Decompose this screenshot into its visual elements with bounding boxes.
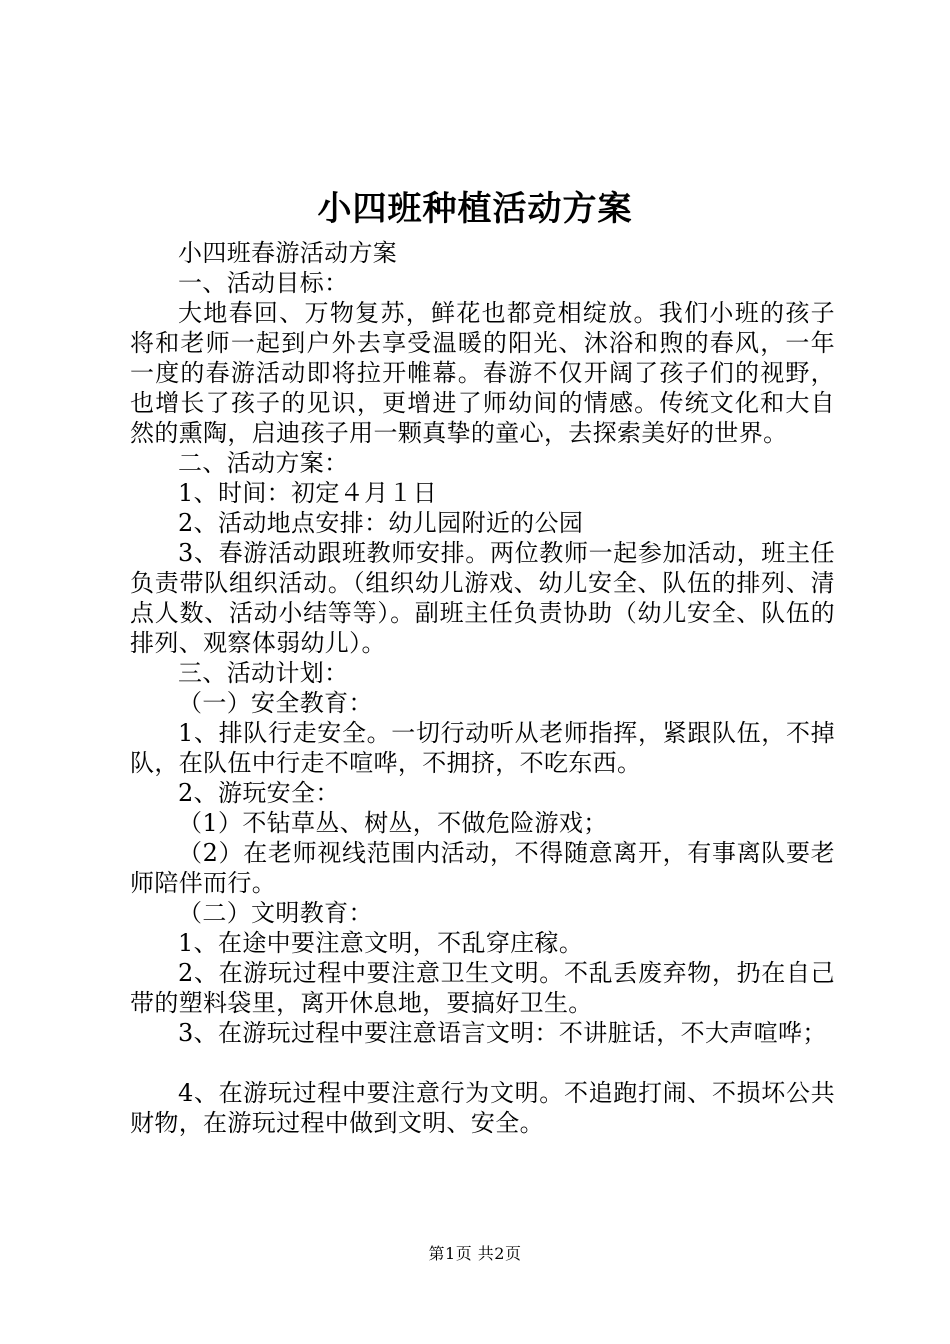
paragraph-play-safety: 2、游玩安全： (178, 779, 340, 807)
heading-activity-goal: 一、活动目标： (178, 269, 349, 297)
paragraph-teacher-arrangement: 3、春游活动跟班教师安排。两位教师一起参加活动，班主任负责带队组织活动。（组织幼儿游戏、幼儿安全、队伍的排列、清点人数、活动小结等等）。副班主任负责协助（幼儿安全、队伍的排列、观察体弱幼儿）。 (130, 539, 835, 657)
document-title: 小四班种植活动方案 (317, 189, 633, 229)
paragraph-queue-safety: 1、排队行走安全。一切行动听从老师指挥，紧跟队伍，不掉队，在队伍中行走不喧哗，不拥挤，不吃东西。 (130, 719, 835, 777)
paragraph-civility-2: 2、在游玩过程中要注意卫生文明。不乱丢废弃物，扔在自己带的塑料袋里，离开休息地，要搞好卫生。 (130, 959, 835, 1017)
page-footer: 第1页 共2页 (428, 1244, 522, 1263)
heading-safety-education: （一）安全教育： (178, 689, 373, 717)
document-body (130, 238, 835, 1138)
paragraph-civility-1: 1、在途中要注意文明，不乱穿庄稼。 (178, 929, 584, 957)
paragraph-goal-text: 大地春回、万物复苏，鲜花也都竞相绽放。我们小班的孩子将和老师一起到户外去享受温暖的阳光、沐浴和煦的春风，一年一度的春游活动即将拉开帷幕。春游不仅开阔了孩子们的视野，也增长了孩子的见识，更增进了师幼间的情感。传统文化和大自然的熏陶，启迪孩子用一颗真挚的童心，去探索美好的世界。 (130, 299, 835, 447)
heading-activity-plan: 二、活动方案： (178, 449, 349, 477)
paragraph-civility-4: 4、在游玩过程中要注意行为文明。不追跑打闹、不损坏公共财物，在游玩过程中做到文明、安全。 (130, 1079, 835, 1137)
paragraph-civility-3: 3、在游玩过程中要注意语言文明：不讲脏话，不大声喧哗； (178, 1019, 827, 1047)
paragraph-time: 1、时间：初定４月１日 (178, 479, 438, 507)
paragraph-safety-item-2: （2）在老师视线范围内活动，不得随意离开，有事离队要老师陪伴而行。 (130, 839, 835, 897)
heading-activity-schedule: 三、活动计划： (178, 659, 349, 687)
paragraph-subtitle: 小四班春游活动方案 (178, 239, 398, 267)
paragraph-location: 2、活动地点安排：幼儿园附近的公园 (178, 509, 584, 537)
heading-civility-education: （二）文明教育： (178, 899, 373, 927)
paragraph-safety-item-1: （1）不钻草丛、树丛，不做危险游戏； (178, 809, 608, 837)
